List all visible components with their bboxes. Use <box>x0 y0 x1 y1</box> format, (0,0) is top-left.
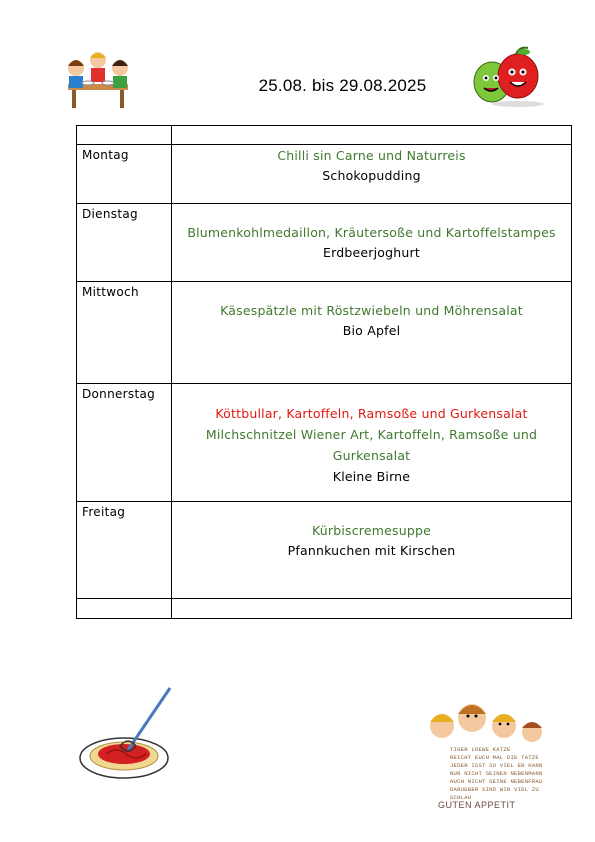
empty-cell <box>77 126 172 145</box>
poster-footer: GUTEN APPETIT <box>438 800 516 810</box>
dessert: Pfannkuchen mit Kirschen <box>287 543 456 558</box>
weekly-menu-table <box>76 125 572 619</box>
table-header-row <box>77 126 572 145</box>
day-label: Donnerstag <box>77 384 172 502</box>
alt-dish: Köttbullar, Kartoffeln, Ramsoße und Gurkensalat <box>215 406 528 421</box>
poem-line: DARUEBER SIND WIR VIEL ZU SCHLAU <box>450 786 539 801</box>
poem-line: JEDER ISST SO VIEL ER KANN <box>450 762 543 769</box>
poem-line: REICHT EUCH MAL DIE TATZE <box>450 754 539 761</box>
day-label: Mittwoch <box>77 282 172 384</box>
table-row-monday <box>77 145 572 204</box>
dessert: Kleine Birne <box>332 469 411 484</box>
kids-poem-poster <box>420 700 560 822</box>
table-footer-row <box>77 599 572 619</box>
apples-illustration <box>470 46 550 108</box>
meal-cell <box>172 282 572 384</box>
spaghetti-plate-illustration <box>76 684 176 782</box>
meal-cell <box>172 384 572 502</box>
day-label: Dienstag <box>77 204 172 282</box>
date-range-title: 25.08. bis 29.08.2025 <box>258 76 427 95</box>
table-row-tuesday <box>77 204 572 282</box>
poem-line: NUR NICHT SEINEN NEBENMANN <box>450 770 543 777</box>
table-row-thursday <box>77 384 572 502</box>
empty-cell <box>172 599 572 619</box>
poem-line: TIGER LOEWE KATZE <box>450 746 511 753</box>
poem-text <box>450 746 560 802</box>
main-dish: Blumenkohlmedaillon, Kräutersoße und Kartoffelstampes <box>187 225 556 240</box>
empty-cell <box>172 126 572 145</box>
main-dish: Milchschnitzel Wiener Art, Kartoffeln, Ramsoße und <box>205 427 538 442</box>
main-dish-continued: Gurkensalat <box>332 448 411 463</box>
dessert: Erdbeerjoghurt <box>323 245 420 260</box>
day-label: Montag <box>77 145 172 204</box>
main-dish: Käsespätzle mit Röstzwiebeln und Möhrensalat <box>220 303 523 318</box>
main-dish: Kürbiscremesuppe <box>311 523 432 538</box>
empty-cell <box>77 599 172 619</box>
table-row-wednesday <box>77 282 572 384</box>
day-label: Freitag <box>77 502 172 599</box>
poem-line: AUCH NICHT SEINE NEBENFRAU <box>450 778 543 785</box>
table-row-friday <box>77 502 572 599</box>
dessert: Schokopudding <box>322 168 421 183</box>
meal-cell <box>172 145 572 204</box>
dessert: Bio Apfel <box>342 323 401 338</box>
main-dish: Chilli sin Carne und Naturreis <box>277 148 466 163</box>
kids-faces-illustration <box>420 700 560 748</box>
meal-cell <box>172 502 572 599</box>
meal-cell <box>172 204 572 282</box>
